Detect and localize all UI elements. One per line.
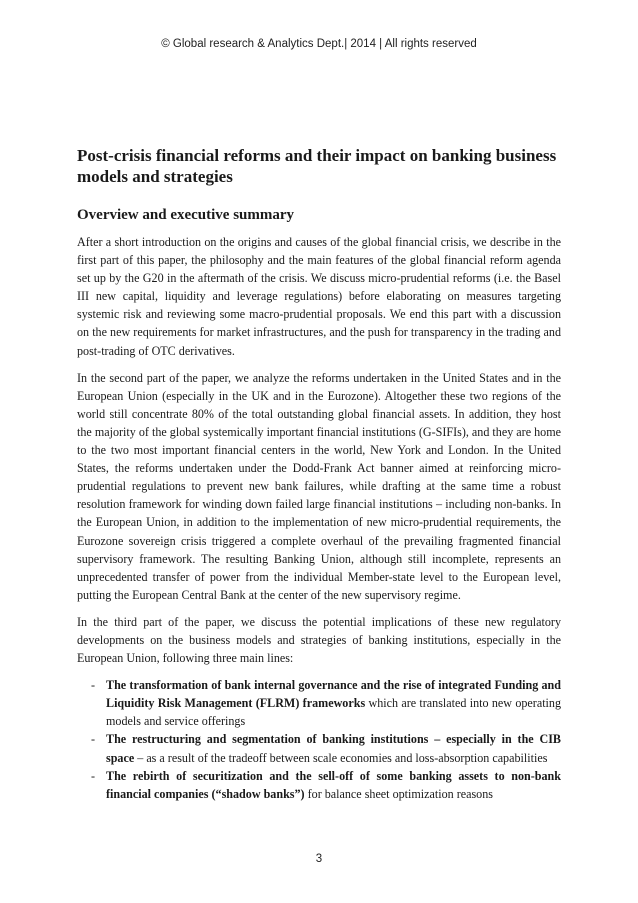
paragraph-intro: After a short introduction on the origins and causes of the global financial crisis, we describe in the first part of this paper, the philosophy and the main features of the global financial reform agenda set up by the G20 in the aftermath of the crisis. We discuss micro-prudential reforms (i.e. the Basel III new capital, liquidity and leverage regulations) before elaborating on measures targeting systemic risk and reviewing some macro-prudential proposals. We end this part with a discussion on the new requirements for market infrastructures, and the push for transparency in the trading and post-trading of OTC derivatives. [77,235,561,358]
list-item [77,767,561,803]
list-item-text: which are translated into new operating models and service offerings [106,696,562,729]
list-item-text: – as a result of the tradeoff between scale economies and loss-absorption capabilities [134,750,548,765]
list-item [77,676,561,730]
document-title: Post-crisis financial reforms and their impact on banking business models and strategies [77,146,557,186]
section-heading: Overview and executive summary [77,207,295,223]
dash-marker: - [91,768,96,783]
list-item [77,730,561,766]
list-item-bold-text: The rebirth of securitization and the sell-off of some banking assets to non-bank financial companies (“shadow banks”) [106,768,561,801]
document-body [77,145,561,803]
copyright-header: © Global research & Analytics Dept.| 2014 | All rights reserved [161,38,477,50]
list-item-bold-text: The restructuring and segmentation of banking institutions – especially in the CIB space [106,732,561,765]
list-item-text: for balance sheet optimization reasons [304,786,493,801]
implications-list [77,676,561,803]
paragraph-second-part: In the second part of the paper, we analyze the reforms undertaken in the United States and in the European Union (especially in the UK and in the Eurozone). Altogether these two regions of the world still concentrate 80% of the total outstanding global financial assets. In addition, they host the majority of the global systemically important financial institutions (G-SIFIs), and they are home to the two most important financial centers in the world, New York and London. In the United States, the reforms undertaken under the Dodd-Frank Act banner aimed at reinforcing micro-prudential regulations to prevent new bank failures, while drafting at the same time a robust resolution framework for winding down failed large financial institutions – including non-banks. In the European Union, in addition to the implementation of new micro-prudential requirements, the Eurozone sovereign crisis triggered a complete overhaul of the prevailing fragmented financial supervisory framework. The resulting Banking Union, although still incomplete, represents an unprecedented transfer of power from the individual Member-state level to the European level, putting the European Central Bank at the center of the new supervisory regime. [77,370,561,602]
dash-marker: - [91,678,96,693]
paragraph-third-part: In the third part of the paper, we discuss the potential implications of these new regulatory developments on the business models and strategies of banking institutions, especially in the European Union, following three main lines: [77,614,561,666]
list-item-bold-text: The transformation of bank internal governance and the rise of integrated Funding and Liquidity Risk Management (FLRM) frameworks [106,678,561,711]
dash-marker: - [91,732,96,747]
page-number: 3 [315,853,323,865]
